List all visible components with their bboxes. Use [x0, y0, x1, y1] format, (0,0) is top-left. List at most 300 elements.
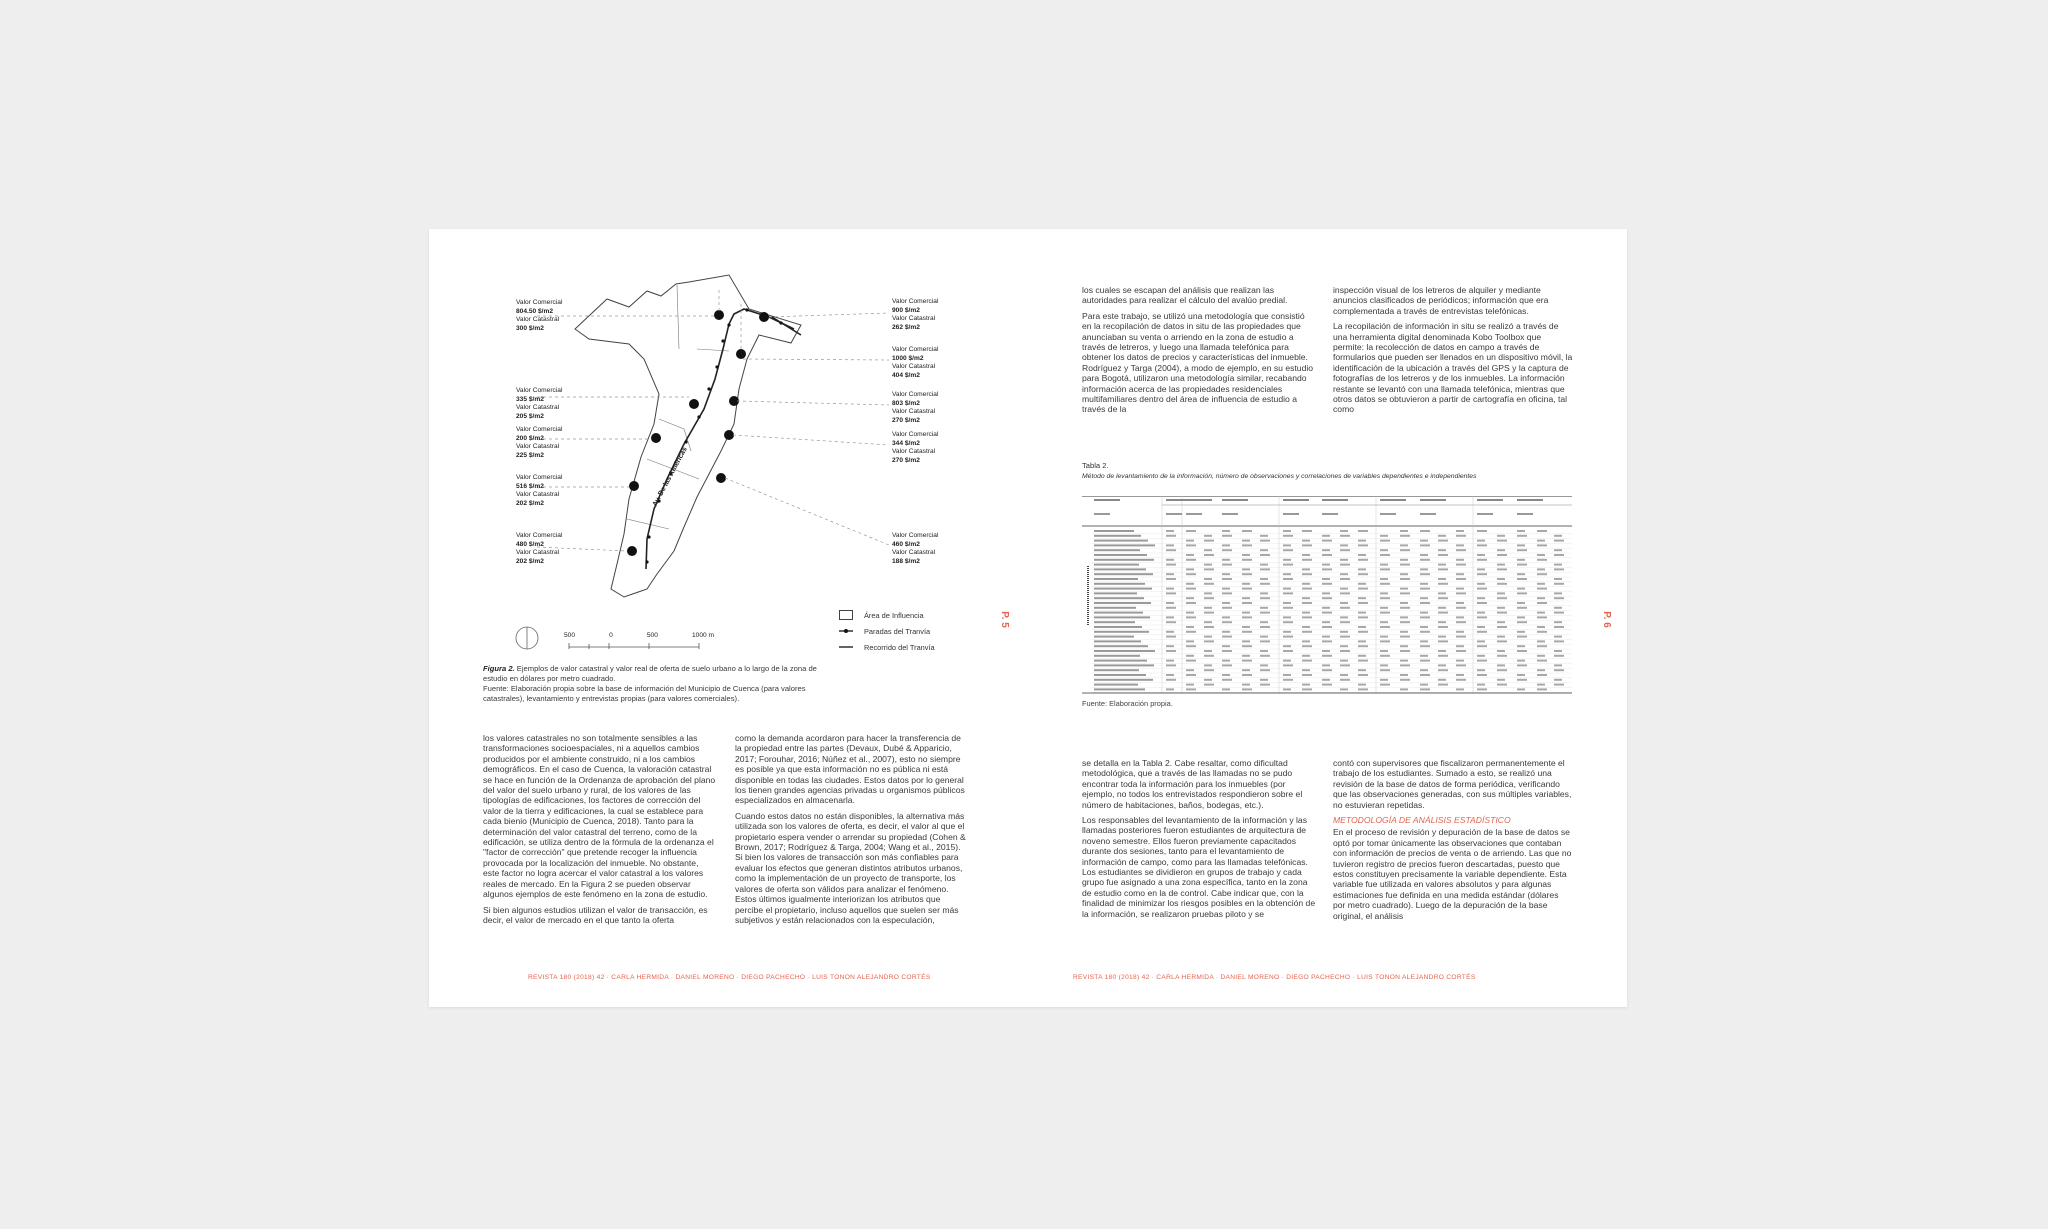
- table-cell: [1283, 621, 1293, 623]
- table-cell: [1400, 636, 1410, 638]
- table-cell: [1166, 544, 1174, 546]
- table-cell: [1166, 607, 1176, 609]
- table-cell: [1456, 650, 1466, 652]
- map-legend: [838, 607, 935, 655]
- table-cell: [1302, 530, 1312, 532]
- street-label: Av. De las Américas: [651, 446, 689, 508]
- table-cell: [1260, 540, 1270, 542]
- section-heading: METODOLOGÍA DE ANÁLISIS ESTADÍSTICO: [1333, 815, 1511, 826]
- table-cell: [1537, 573, 1547, 575]
- table-cell: [1166, 674, 1174, 676]
- table-row-label: [1094, 554, 1147, 556]
- table-cell: [1420, 684, 1428, 686]
- table-cell: [1400, 592, 1410, 594]
- table-cell: [1380, 626, 1390, 628]
- table-cell: [1400, 549, 1410, 551]
- table-cell: [1222, 578, 1232, 580]
- table-cell: [1322, 636, 1330, 638]
- table-cell: [1283, 573, 1291, 575]
- table-cell: [1380, 621, 1388, 623]
- table-cell: [1456, 645, 1464, 647]
- table-cell: [1400, 544, 1408, 546]
- table-cell: [1242, 616, 1252, 618]
- paragraph: Para este trabajo, se utilizó una metodología que consistió en la recopilación de datos in situ de las propiedades que anunciaban su venta o arriendo en la zona de estudio a través de letreros, y luego una llamada telefónica para obtener los datos de precios y características del inmueble. Rodríguez y Targa (2004), a modo de ejemplo, en su estudio para Bogotá, utilizaron una metodología similar, recabando información acerca de las propiedades residenciales multifamiliares dentro del área de influencia de estudio a través de la: [1082, 310, 1314, 415]
- table-cell: [1420, 674, 1430, 676]
- table-cell: [1477, 688, 1487, 690]
- table-cell: [1380, 664, 1388, 666]
- table-cell: [1477, 544, 1487, 546]
- table-cell: [1260, 564, 1268, 566]
- table-cell: [1400, 679, 1410, 681]
- table-cell: [1186, 616, 1196, 618]
- table-cell: [1186, 559, 1196, 561]
- table-cell: [1260, 684, 1270, 686]
- table-cell: [1260, 535, 1268, 537]
- table-cell: [1517, 535, 1527, 537]
- table-cell: [1204, 554, 1214, 556]
- table-cell: [1166, 660, 1174, 662]
- table-cell: [1456, 592, 1466, 594]
- table-cell: [1222, 549, 1232, 551]
- table-header-cell: [1094, 499, 1120, 501]
- table-cell: [1400, 578, 1410, 580]
- stop-legend-icon: [838, 626, 854, 636]
- table-cell: [1204, 669, 1214, 671]
- table-cell: [1517, 564, 1527, 566]
- table-cell: [1242, 554, 1250, 556]
- table-cell: [1166, 621, 1176, 623]
- table-cell: [1322, 612, 1332, 614]
- table-cell: [1204, 650, 1212, 652]
- table-cell: [1186, 640, 1194, 642]
- table-row-label: [1094, 607, 1136, 609]
- table-cell: [1438, 612, 1448, 614]
- table-cell: [1537, 568, 1545, 570]
- table-cell: [1186, 540, 1194, 542]
- table-cell: [1283, 535, 1293, 537]
- table-cell: [1204, 549, 1212, 551]
- table-cell: [1537, 640, 1545, 642]
- table-cell: [1400, 650, 1410, 652]
- table-cell: [1222, 535, 1232, 537]
- table-cell: [1302, 583, 1310, 585]
- table-cell: [1477, 655, 1485, 657]
- table-cell: [1456, 636, 1466, 638]
- table-cell: [1438, 607, 1446, 609]
- table-cell: [1358, 684, 1366, 686]
- table-cell: [1166, 631, 1174, 633]
- table-cell: [1438, 568, 1448, 570]
- table-cell: [1340, 564, 1350, 566]
- table-cell: [1358, 660, 1368, 662]
- table-cell: [1400, 674, 1408, 676]
- table-row-label: [1094, 578, 1138, 580]
- table-cell: [1438, 554, 1448, 556]
- table-cell: [1302, 568, 1310, 570]
- table-cell: [1283, 549, 1293, 551]
- table-cell: [1358, 540, 1366, 542]
- table-cell: [1186, 626, 1194, 628]
- table-cell: [1222, 631, 1230, 633]
- table-cell: [1477, 597, 1485, 599]
- table-cell: [1537, 684, 1545, 686]
- table-cell: [1537, 688, 1547, 690]
- table-cell: [1260, 554, 1270, 556]
- table-cell: [1340, 631, 1348, 633]
- table-cell: [1517, 679, 1527, 681]
- table-cell: [1166, 636, 1176, 638]
- table-cell: [1420, 688, 1430, 690]
- table-cell: [1497, 549, 1505, 551]
- table-cell: [1358, 530, 1368, 532]
- table-cell: [1456, 679, 1466, 681]
- table-row-label: [1094, 621, 1135, 623]
- table-cell: [1260, 597, 1270, 599]
- table-cell: [1242, 540, 1250, 542]
- table-row-label: [1094, 616, 1150, 618]
- table-cell: [1537, 674, 1547, 676]
- table-cell: [1340, 530, 1348, 532]
- table-cell: [1537, 626, 1545, 628]
- table-cell: [1438, 640, 1448, 642]
- table-row-label: [1094, 640, 1141, 642]
- table-cell: [1186, 684, 1194, 686]
- table-cell: [1400, 616, 1408, 618]
- table-header-cell: [1094, 513, 1110, 515]
- table-cell: [1260, 549, 1268, 551]
- table-cell: [1186, 688, 1196, 690]
- table-cell: [1380, 592, 1388, 594]
- table-cell: [1340, 544, 1348, 546]
- table-cell: [1242, 684, 1250, 686]
- table-cell: [1260, 669, 1270, 671]
- table-cell: [1537, 597, 1545, 599]
- table-cell: [1204, 568, 1214, 570]
- table-cell: [1477, 660, 1487, 662]
- table-cell: [1322, 554, 1332, 556]
- table-cell: [1242, 626, 1250, 628]
- table-cell: [1438, 684, 1448, 686]
- table-cell: [1497, 650, 1505, 652]
- table-cell: [1554, 679, 1562, 681]
- table-cell: [1497, 669, 1507, 671]
- table-cell: [1283, 602, 1291, 604]
- table-cell: [1537, 616, 1547, 618]
- table-cell: [1420, 655, 1428, 657]
- table-row-label: [1094, 636, 1134, 638]
- table-cell: [1322, 640, 1332, 642]
- table-cell: [1438, 664, 1446, 666]
- table-cell: [1497, 607, 1505, 609]
- table-cell: [1260, 621, 1268, 623]
- table-cell: [1400, 573, 1408, 575]
- table-cell: [1380, 650, 1388, 652]
- table-header-cell: [1477, 513, 1493, 515]
- table-cell: [1222, 592, 1232, 594]
- table-cell: [1242, 655, 1250, 657]
- table-cell: [1438, 540, 1448, 542]
- table-cell: [1438, 636, 1446, 638]
- table-cell: [1302, 669, 1310, 671]
- table-cell: [1420, 568, 1428, 570]
- table-cell: [1302, 626, 1310, 628]
- table-cell: [1204, 684, 1214, 686]
- document-spread: [429, 229, 1627, 1007]
- table-cell: [1380, 612, 1390, 614]
- table-cell: [1302, 616, 1312, 618]
- table-cell: [1186, 573, 1196, 575]
- table-header-cell: [1222, 513, 1238, 515]
- table-cell: [1358, 583, 1366, 585]
- table-cell: [1400, 564, 1410, 566]
- table-cell: [1438, 679, 1446, 681]
- table-cell: [1302, 602, 1312, 604]
- table-row-label: [1094, 612, 1143, 614]
- right-top-column-2: [1333, 285, 1573, 420]
- table-cell: [1497, 655, 1507, 657]
- table-cell: [1554, 626, 1564, 628]
- table-cell: [1322, 568, 1332, 570]
- table-cell: [1420, 660, 1430, 662]
- paragraph: los cuales se escapan del análisis que realizan las autoridades para realizar el cálculo del avalúo predial.: [1082, 285, 1288, 306]
- table-cell: [1554, 535, 1562, 537]
- table-cell: [1477, 684, 1485, 686]
- table-cell: [1438, 650, 1446, 652]
- table-cell: [1260, 578, 1268, 580]
- table-cell: [1497, 626, 1507, 628]
- table-cell: [1438, 592, 1446, 594]
- paragraph: contó con supervisores que fiscalizaron permanentemente el trabajo de los estudiantes. Sumado a esto, se realizó una revisión de la base de datos de forma periódica, verificando que las observaciones generadas, con sus múltiples variables, no estuvieran repetidas.: [1333, 758, 1572, 810]
- table-cell: [1340, 602, 1348, 604]
- table-cell: [1222, 607, 1232, 609]
- table-cell: [1204, 621, 1212, 623]
- table-cell: [1554, 684, 1564, 686]
- paragraph: Cuando estos datos no están disponibles, la alternativa más utilizada son los valores de oferta, es decir, el valor al que el propietario espera vender o arrendar su propiedad (Cohen & Brown, 2017; Rodríguez & Targa, 2004; Wang et al., 2015). Si bien los valores de transacción son más confiables para evaluar los efectos que generan distintos atributos urbanos, como la implementación de un proyecto de transporte, los valores de oferta son válidos para analizar el fenómeno. Estos últimos igualmente interiorizan los atributos que percibe el propietario, incluso aquellos que suelen ser más subjetivos y están relacionados con la especulación,: [735, 810, 966, 925]
- route-legend-icon: [838, 642, 854, 652]
- table-cell: [1554, 636, 1562, 638]
- table-row-label: [1094, 674, 1146, 676]
- legend-stops-label: Paradas del Tranvía: [864, 626, 931, 636]
- table-cell: [1322, 564, 1330, 566]
- table-cell: [1537, 660, 1547, 662]
- table-cell: [1477, 626, 1485, 628]
- table-cell: [1186, 597, 1194, 599]
- table-cell: [1554, 664, 1562, 666]
- table-cell: [1420, 669, 1428, 671]
- table-cell: [1438, 655, 1448, 657]
- table-cell: [1537, 655, 1545, 657]
- table-cell: [1186, 568, 1194, 570]
- table-cell: [1204, 607, 1212, 609]
- table-cell: [1222, 645, 1230, 647]
- table-cell: [1456, 602, 1464, 604]
- table-header-cell: [1222, 499, 1248, 501]
- table-row-label: [1094, 535, 1141, 537]
- table-cell: [1497, 679, 1505, 681]
- table-cell: [1554, 564, 1562, 566]
- table-cell: [1456, 616, 1464, 618]
- table-cell: [1456, 549, 1466, 551]
- table-row-label: [1094, 602, 1151, 604]
- table-cell: [1340, 660, 1348, 662]
- table-cell: [1358, 669, 1366, 671]
- table-cell: [1340, 621, 1350, 623]
- table-header-cell: [1517, 499, 1543, 501]
- table-cell: [1283, 530, 1291, 532]
- table-cell: [1283, 664, 1293, 666]
- page-number-left: P. 5: [998, 611, 1010, 628]
- table-cell: [1166, 650, 1176, 652]
- table-header-cell: [1420, 513, 1436, 515]
- table-cell: [1222, 650, 1232, 652]
- table-cell: [1186, 554, 1194, 556]
- table-cell: [1400, 688, 1408, 690]
- table-cell: [1302, 688, 1312, 690]
- table-cell: [1456, 607, 1466, 609]
- table-cell: [1322, 540, 1332, 542]
- table-cell: [1260, 626, 1270, 628]
- table-cell: [1497, 664, 1505, 666]
- table-cell: [1456, 631, 1464, 633]
- table-cell: [1322, 669, 1332, 671]
- table-cell: [1283, 636, 1293, 638]
- table-cell: [1554, 612, 1564, 614]
- table-cell: [1517, 616, 1525, 618]
- table-cell: [1456, 564, 1466, 566]
- table-cell: [1517, 631, 1525, 633]
- table-cell: [1302, 631, 1312, 633]
- table-cell: [1322, 592, 1330, 594]
- table-cell: [1242, 612, 1250, 614]
- table-cell: [1420, 597, 1428, 599]
- table-cell: [1283, 578, 1293, 580]
- right-page: [1028, 229, 1627, 1007]
- table-cell: [1242, 645, 1252, 647]
- table-cell: [1358, 559, 1368, 561]
- table-cell: [1358, 612, 1366, 614]
- legend-route-label: Recorrido del Tranvía: [864, 642, 935, 652]
- table-cell: [1554, 549, 1562, 551]
- table-cell: [1554, 655, 1564, 657]
- table-cell: [1166, 679, 1176, 681]
- table-cell: [1242, 640, 1250, 642]
- table-cell: [1186, 669, 1194, 671]
- table-cell: [1400, 664, 1410, 666]
- table-cell: [1497, 540, 1507, 542]
- table-cell: [1186, 530, 1196, 532]
- table-cell: [1517, 592, 1527, 594]
- table-cell: [1166, 578, 1176, 580]
- table-cell: [1517, 602, 1525, 604]
- table-cell: [1322, 607, 1330, 609]
- table-cell: [1456, 578, 1466, 580]
- figure-text: Ejemplos de valor catastral y valor real de oferta de suelo urbano a lo largo de la zona de estudio en dólares por metro cuadrado.: [483, 664, 817, 683]
- table-header-cell: [1477, 499, 1503, 501]
- table-cell: [1358, 688, 1368, 690]
- table-cell: [1380, 679, 1388, 681]
- table-cell: [1420, 544, 1430, 546]
- table-cell: [1242, 688, 1252, 690]
- table-cell: [1242, 631, 1252, 633]
- table-cell: [1477, 559, 1487, 561]
- table-cell: [1204, 664, 1212, 666]
- table-cell: [1438, 549, 1446, 551]
- table-cell: [1222, 530, 1230, 532]
- table-cell: [1186, 645, 1196, 647]
- table-cell: [1400, 607, 1410, 609]
- table-cell: [1477, 674, 1487, 676]
- table-cell: [1358, 645, 1368, 647]
- table-cell: [1497, 636, 1505, 638]
- paragraph: como la demanda acordaron para hacer la transferencia de la propiedad entre las partes (Devaux, Dubé & Apparicio, 2017; Forouhar, 2016; Núñez et al., 2007), esto no siempre es posible ya que esta información no es pública ni está disponible en todas las ciudades. Estos datos por lo general los tienen grandes agencias privadas u organismos públicos especializados en almacenarla.: [735, 733, 965, 806]
- table-cell: [1380, 549, 1388, 551]
- table-cell: [1358, 597, 1366, 599]
- table-header-cell: [1186, 499, 1212, 501]
- table-cell: [1302, 645, 1312, 647]
- table-cell: [1204, 655, 1214, 657]
- table-row-label: [1094, 664, 1154, 666]
- table-cell: [1166, 530, 1174, 532]
- table-cell: [1497, 621, 1505, 623]
- table-cell: [1497, 568, 1507, 570]
- table-cell: [1186, 602, 1196, 604]
- table-cell: [1400, 602, 1408, 604]
- table-cell: [1340, 578, 1350, 580]
- table-cell: [1204, 636, 1212, 638]
- table-cell: [1438, 578, 1446, 580]
- table-cell: [1204, 592, 1212, 594]
- table-cell: [1456, 535, 1466, 537]
- table-cell: [1340, 636, 1350, 638]
- table-cell: [1456, 530, 1464, 532]
- table-cell: [1380, 684, 1390, 686]
- map-value-label-right: Valor Comercial 803 $/m2 Valor Catastral 270 $/m2: [892, 391, 939, 424]
- table-cell: [1517, 664, 1527, 666]
- table-cell: [1340, 664, 1350, 666]
- table-cell: [1302, 684, 1310, 686]
- table-cell: [1204, 679, 1212, 681]
- table-cell: [1537, 631, 1547, 633]
- table-cell: [1222, 660, 1230, 662]
- table-cell: [1420, 583, 1428, 585]
- table-cell: [1340, 559, 1348, 561]
- table-cell: [1260, 592, 1268, 594]
- table-header-cell: [1517, 513, 1533, 515]
- table-cell: [1456, 544, 1464, 546]
- table-cell: [1358, 631, 1368, 633]
- table-cell: [1456, 664, 1466, 666]
- table-cell: [1420, 631, 1430, 633]
- table-cell: [1420, 616, 1430, 618]
- table-cell: [1420, 588, 1430, 590]
- table-cell: [1456, 674, 1464, 676]
- table-row-label: [1094, 679, 1153, 681]
- table-cell: [1456, 621, 1466, 623]
- table-header-cell: [1420, 499, 1446, 501]
- table-row-label: [1094, 568, 1146, 570]
- table-cell: [1438, 626, 1448, 628]
- table-cell: [1222, 588, 1230, 590]
- table-cell: [1400, 631, 1408, 633]
- table-cell: [1477, 568, 1485, 570]
- table-cell: [1340, 588, 1348, 590]
- table-cell: [1322, 597, 1332, 599]
- table-cell: [1358, 626, 1366, 628]
- right-bottom-column-1: [1082, 758, 1316, 924]
- table-cell: [1186, 631, 1196, 633]
- map-value-label-right: Valor Comercial 460 $/m2 Valor Catastral 188 $/m2: [892, 532, 939, 565]
- table-cell: [1166, 588, 1174, 590]
